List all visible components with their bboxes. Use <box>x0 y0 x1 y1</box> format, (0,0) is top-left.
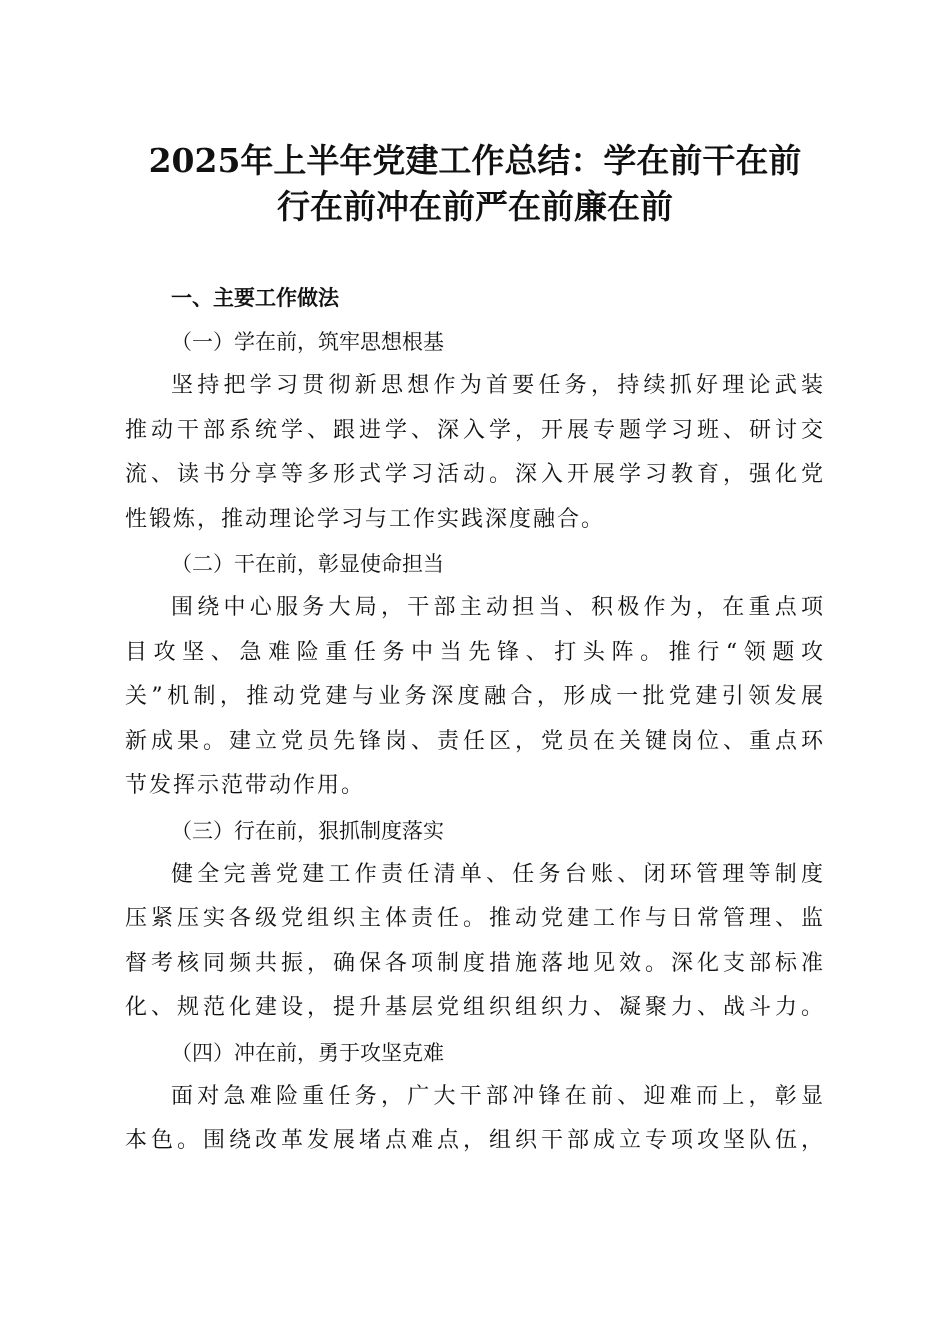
paragraph-line: 化、规范化建设，提升基层党组织组织力、凝聚力、战斗力。 <box>125 995 823 1020</box>
paragraph-line: 坚持把学习贯彻新思想作为首要任务，持续抓好理论武装 <box>171 373 823 398</box>
paragraph-line: 节发挥示范带动作用。 <box>125 773 366 798</box>
document-title-line-1: 2025年上半年党建工作总结：学在前干在前 <box>148 141 802 180</box>
subsection-heading-4: （四）冲在前，勇于攻坚克难 <box>171 1040 444 1065</box>
paragraph-1 <box>125 364 823 542</box>
paragraph-4 <box>125 1075 823 1164</box>
paragraph-line: 目攻坚、急难险重任务中当先锋、打头阵。推行“领题攻 <box>125 639 823 665</box>
document-body <box>125 276 823 1164</box>
paragraph-line: 关”机制，推动党建与业务深度融合，形成一批党建引领发展 <box>125 684 823 709</box>
paragraph-line: 推动干部系统学、跟进学、深入学，开展专题学习班、研讨交 <box>125 417 823 443</box>
paragraph-line: 面对急难险重任务，广大干部冲锋在前、迎难而上，彰显 <box>171 1083 823 1109</box>
subsection-heading-3: （三）行在前，狠抓制度落实 <box>171 818 444 843</box>
paragraph-line: 本色。围绕改革发展堵点难点，组织干部成立专项攻坚队伍， <box>125 1128 823 1153</box>
subsection-heading-2: （二）干在前，彰显使命担当 <box>171 552 444 576</box>
paragraph-2 <box>125 586 823 809</box>
paragraph-3 <box>125 853 823 1031</box>
document-title-line-2: 行在前冲在前严在前廉在前 <box>277 187 673 226</box>
paragraph-line: 流、读书分享等多形式学习活动。深入开展学习教育，强化党 <box>125 462 823 487</box>
paragraph-line: 督考核同频共振，确保各项制度措施落地见效。深化支部标准 <box>125 950 823 976</box>
paragraph-line: 性锻炼，推动理论学习与工作实践深度融合。 <box>125 506 606 532</box>
paragraph-line: 围绕中心服务大局，干部主动担当、积极作为，在重点项 <box>171 595 823 620</box>
paragraph-line: 新成果。建立党员先锋岗、责任区，党员在关键岗位、重点环 <box>125 728 823 754</box>
section-heading-main-practices: 一、主要工作做法 <box>171 286 339 310</box>
subsection-heading-1: （一）学在前，筑牢思想根基 <box>171 330 444 354</box>
paragraph-line: 压紧压实各级党组织主体责任。推动党建工作与日常管理、监 <box>125 906 823 931</box>
paragraph-line: 健全完善党建工作责任清单、任务台账、闭环管理等制度 <box>171 861 823 887</box>
